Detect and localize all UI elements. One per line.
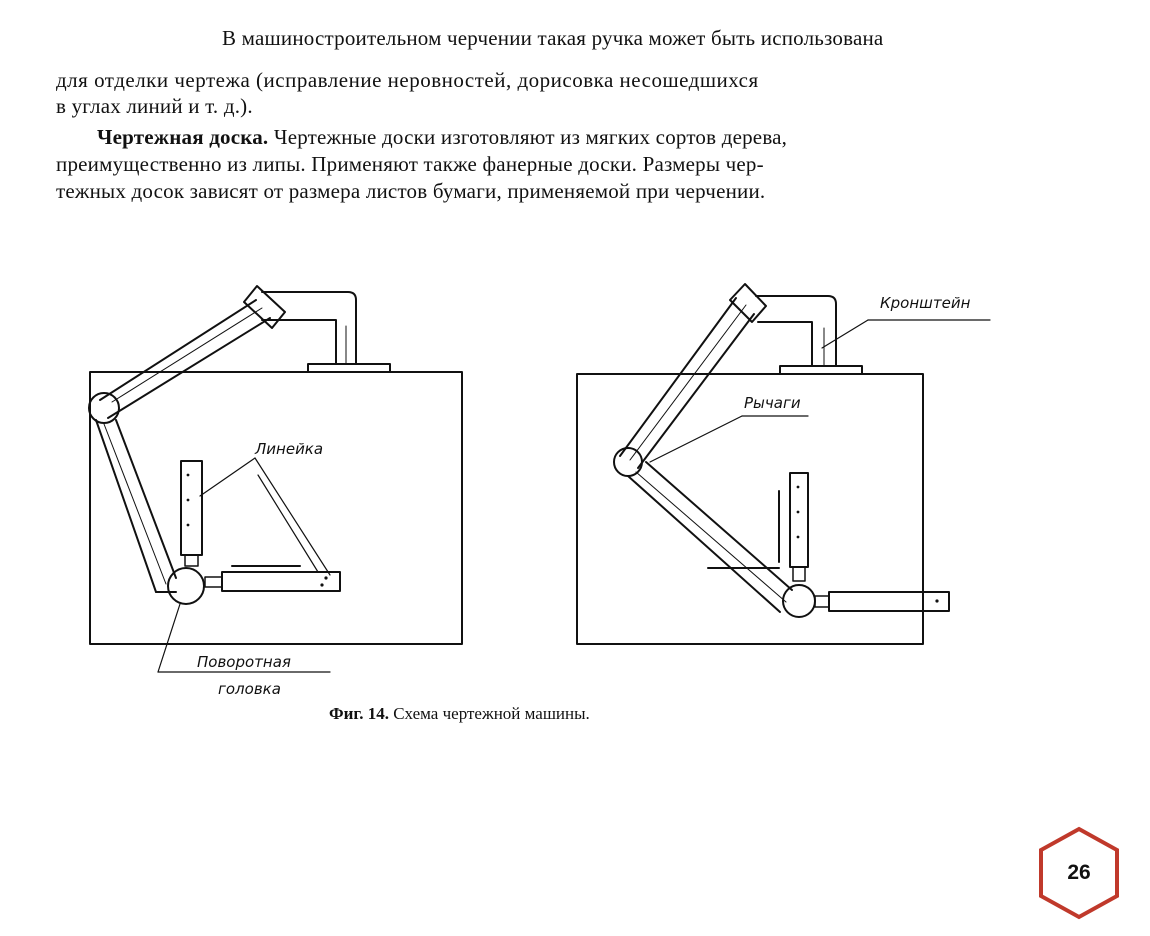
paragraph-1-line-1: В машиностроительном черчении такая ручка может быть использована <box>222 26 884 50</box>
left-upper-arm <box>100 300 270 418</box>
figure-caption <box>329 704 590 724</box>
right-lower-arm <box>628 462 792 612</box>
label-ruler: Линейка <box>255 440 324 458</box>
figure-caption-text: Схема чертежной машины. <box>393 704 590 723</box>
left-rotating-head <box>168 568 204 604</box>
right-elbow-joint <box>614 448 642 476</box>
paragraph-2-line-3: тежных досок зависят от размера листов бумаги, применяемой при черчении. <box>56 179 766 203</box>
left-diagram <box>89 286 462 672</box>
label-rotating-head-2: головка <box>218 680 281 698</box>
page-number-badge <box>1037 826 1121 920</box>
right-diagram <box>577 284 990 644</box>
right-vertical-ruler <box>708 473 808 581</box>
figure-caption-number: Фиг. 14. <box>329 704 389 723</box>
left-bracket <box>262 292 390 372</box>
left-lower-arm <box>96 420 176 592</box>
label-levers: Рычаги <box>744 394 801 412</box>
label-bracket: Кронштейн <box>880 294 971 312</box>
paragraph-2-heading: Чертежная доска. <box>97 125 269 149</box>
right-clamp <box>730 284 766 322</box>
ruler-ticks <box>187 474 939 603</box>
right-bracket <box>756 296 862 374</box>
right-upper-arm <box>620 298 754 468</box>
paragraph-2-line-2: преимущественно из липы. Применяют также фанерные доски. Размеры чер- <box>56 152 764 176</box>
right-rotating-head <box>783 585 815 617</box>
right-leaders <box>650 320 990 462</box>
left-vertical-ruler <box>181 461 202 566</box>
paragraph-2-line-1-rest: Чертежные доски изготовляют из мягких сортов дерева, <box>273 125 788 149</box>
paragraph-1-line-3: в углах линий и т. д.). <box>56 94 253 118</box>
left-horizontal-ruler <box>205 566 340 591</box>
page-number: 26 <box>1067 861 1091 884</box>
label-rotating-head-1: Поворотная <box>197 653 291 671</box>
right-drawing-board <box>577 374 923 644</box>
right-horizontal-ruler <box>815 592 949 611</box>
paragraph-1-line-2: для отделки чертежа (исправление неровностей, дорисовка несошедшихся <box>56 68 759 92</box>
left-drawing-board <box>90 372 462 644</box>
